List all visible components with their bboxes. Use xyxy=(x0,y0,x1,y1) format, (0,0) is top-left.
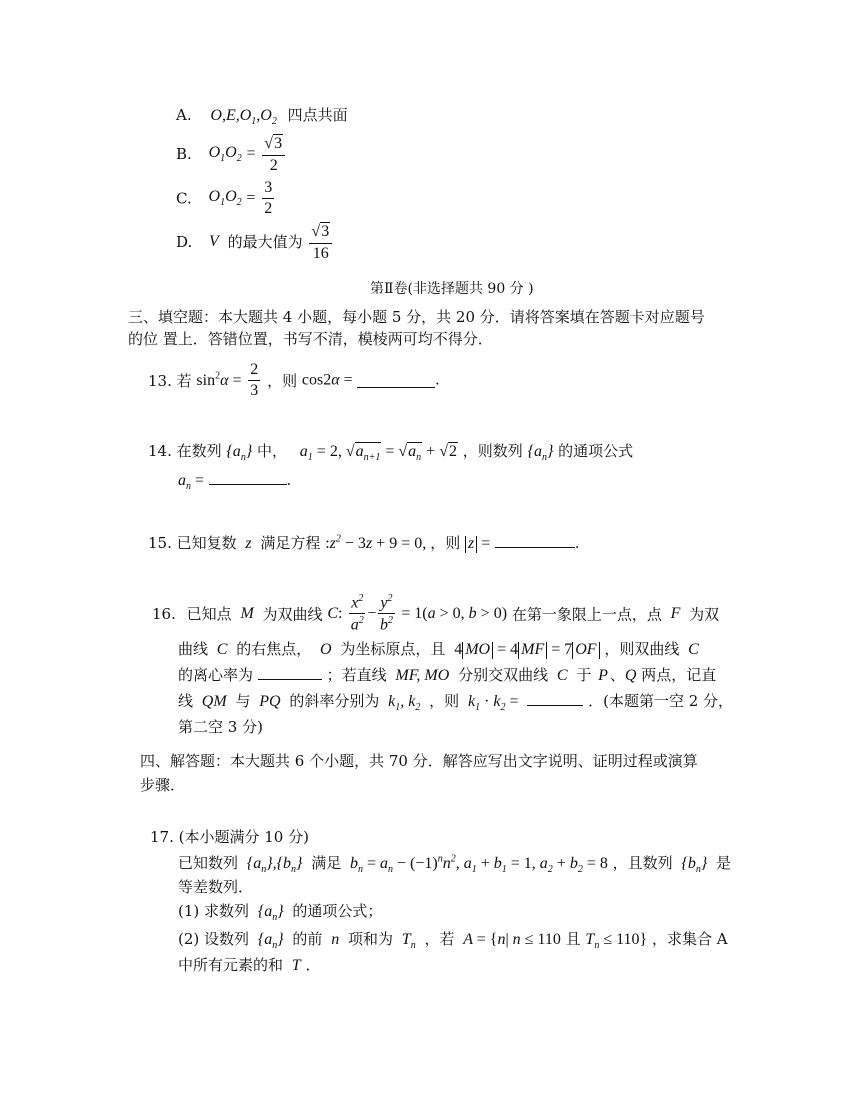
q14-then: ，则数列 xyxy=(462,442,523,460)
option-d-label: D. xyxy=(176,232,193,251)
q16-frac-y: $\frac{y^2}{b^2}$ xyxy=(379,593,393,634)
q16-answer-blank-1[interactable] xyxy=(258,665,322,680)
option-a-label: A. xyxy=(176,106,192,124)
question-14-line2: $a_n$ = . xyxy=(178,472,291,493)
question-16-line2: 曲线 C 的右焦点， O 为坐标原点，且 4 MO = 4 MF = 7 OF ，则双曲线 C xyxy=(178,640,699,658)
option-d-math: V xyxy=(209,232,219,250)
solve-header-line2: 步骤． xyxy=(140,776,186,794)
fill-header-line2: 的位 置上．答错位置，书写不清，模棱两可均不得分． xyxy=(128,330,493,348)
q14-tail: 的通项公式 xyxy=(558,442,634,460)
q13-number: 13. 若 xyxy=(148,372,192,390)
option-c-math: $O_1O_2$ xyxy=(208,188,242,209)
q14-number: 14. 在数列 xyxy=(148,442,222,460)
q16-number: 16. xyxy=(152,604,176,623)
q14-seq2: $\{a_n\}$ xyxy=(527,443,554,464)
question-17-part1: (1) 求数列 $\{a_n\}$ 的通项公式； xyxy=(178,902,383,924)
fill-header-line1: 三、填空题：本大题共 4 小题，每小题 5 分，共 20 分．请将答案填在答题卡对应题号 xyxy=(128,308,705,326)
q14-mid: 中， xyxy=(257,442,288,460)
option-a-math: $O,E,O_1,O_2$ xyxy=(210,107,277,128)
question-14 xyxy=(148,440,633,463)
question-17-line2: 等差数列． xyxy=(178,878,254,896)
question-17-title: 17. (本小题满分 10 分) xyxy=(150,828,309,846)
question-16-line1: 16. 已知点 M 为双曲线 C: $\frac{x^2}{a^2}$ − $\frac{y^2}{b^2}$ = 1(a > 0, b > 0) 在第一象限上一点，点 F 为双 xyxy=(152,593,720,634)
q14-seq: $\{a_n\}$ xyxy=(226,443,253,464)
q15-equation: $:z^2 - 3z + 9 = 0$, xyxy=(325,533,431,552)
option-c-fraction: $\frac{3}{2}$ xyxy=(264,179,273,217)
option-b-label: B. xyxy=(176,144,192,163)
q16-answer-blank-2[interactable] xyxy=(527,691,583,706)
q15-mid: 满足方程 xyxy=(260,534,321,552)
q16-frac-x: $\frac{x^2}{a^2}$ xyxy=(350,593,364,634)
q15-answer-blank[interactable] xyxy=(495,533,575,548)
question-17-part3: 中所有元素的和 T ． xyxy=(178,956,321,974)
option-c: C. $O_1O_2$ = $\frac{3}{2}$ xyxy=(176,179,273,217)
question-13: 13. 若 $\sin^2\alpha$ = $\frac{2}{3}$ ，则 cos2α = . xyxy=(148,361,440,399)
option-b: B. $O_1O_2$ = $\frac{√3}{2}$ xyxy=(176,134,287,174)
solve-header-line1: 四、解答题：本大题共 6 个小题，共 70 分．解答应写出文字说明、证明过程或演算 xyxy=(140,752,698,770)
section-title: 第Ⅱ卷(非选择题共 90 分 ) xyxy=(370,281,534,297)
option-d-text: 的最大值为 xyxy=(227,233,303,252)
question-15: 15. 已知复数 z 满足方程 $:z^2 - 3z + 9 = 0$, ，则 z = . xyxy=(148,533,580,552)
question-16-line3: 的离心率为 ；若直线 MF, MO 分别交双曲线 C 于 P 、Q 两点，记直 xyxy=(178,666,717,684)
option-a xyxy=(176,104,348,127)
option-d xyxy=(176,222,334,262)
q13-then: ，则 xyxy=(267,372,298,390)
question-16-line4: 线 QM 与 PQ 的斜率分别为 $k_1$, $k_2$ ，则 $k_1 \cdot k_2$ = ．(本题第一空 2 分， xyxy=(178,692,734,714)
option-b-fraction: $\frac{√3}{2}$ xyxy=(262,134,285,174)
q14-equation: $a_1 = 2$, $√a_{n+1} = √a_n + √2$ xyxy=(299,443,457,464)
q17-relation: $b_n = a_n - (-1)^nn^2$, $a_1 + b_1 = 1$, $a_2 + b_2 = 8$ xyxy=(349,853,608,876)
option-b-math: $O_1O_2$ xyxy=(208,143,242,164)
q15-then: ，则 xyxy=(430,534,461,552)
q13-answer-blank[interactable] xyxy=(357,373,435,388)
question-17-line1: 已知数列 $\{a_n\},\{b_n\}$ 满足 $b_n = a_n - (-1)^nn^2$, $a_1 + b_1 = 1$, $a_2 + b_2 = 8$ ，且数列 $\{b_n\}$ 是 xyxy=(178,853,732,876)
option-d-fraction: $\frac{√3}{16}$ xyxy=(309,222,332,262)
option-c-label: C. xyxy=(176,189,192,208)
option-a-text: 四点共面 xyxy=(287,106,348,124)
q13-fraction: $\frac{2}{3}$ xyxy=(250,361,259,399)
question-17-part2: (2) 设数列 $\{a_n\}$ 的前 n 项和为 $T_n$ ，若 A = {n| n ≤ 110 且 $T_n \le 110$} ，求集合 A xyxy=(178,930,728,952)
q14-answer-blank[interactable] xyxy=(209,470,287,485)
q15-number: 15. 已知复数 xyxy=(148,534,237,552)
q16-condition: 4 MO = 4 MF = 7 OF xyxy=(454,641,599,658)
question-16-line5: 第二空 3 分) xyxy=(178,718,263,736)
